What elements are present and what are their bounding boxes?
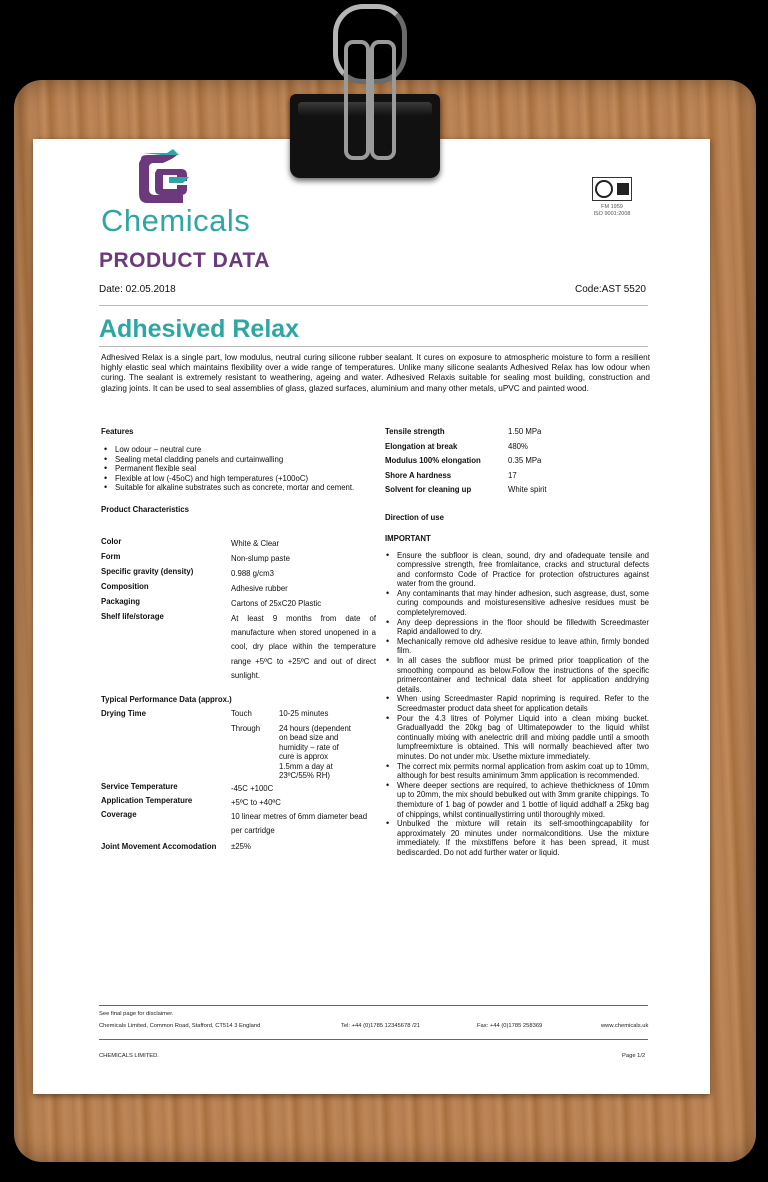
coverage-value: 10 linear metres of 6mm diameter bead per cartridge [231,812,368,836]
char-label: Form [101,552,121,561]
company-name: CHEMICALS LIMITED. [99,1053,159,1059]
list-item: • Sealing metal cladding panels and curtainwalling [115,455,376,465]
divider [99,305,648,306]
page-number: Page 1/2 [622,1053,646,1059]
performance-section [101,695,376,856]
spec-value: 480% [508,441,528,451]
product-name: Adhesived Relax [99,315,300,343]
certification-badge [584,177,640,218]
spec-label: Modulus 100% elongation [385,456,481,465]
char-label: Packaging [101,597,140,606]
service-label: Service Temperature [101,782,178,792]
service-value: -45C +100C [231,784,274,794]
list-item: • In all cases the subfloor must be primed prior toapplication of the smoothing compound as below.Follow the instructions of the specific primercontainer and technical data sheet for application anddrying details. [397,656,649,694]
cert-iso: ISO 9001:2008 [593,211,631,217]
spec-value: White spirit [508,485,547,494]
through-value: 24 hours (dependent on bead size and humidity – rate of cure is approx 1.5mm a day at 23ºC/55% RH) [279,724,351,781]
list-item: • Unbulked the mixture will retain its self-smoothingcapability for approximately 20 minutes under normalconditions. Use the mixture immediately. If the mixstiffens before it has been spread, it must bediscarded. Do not add further water or liquid. [397,819,649,857]
char-value: 0.988 g/cm3 [231,569,274,578]
features-heading: Features [101,427,134,436]
company-address: Chemicals Limited, Common Road, Stafford, CT514 3 England [99,1023,261,1029]
touch-label: Touch [231,709,252,718]
list-item: • Where deeper sections are required, to achieve thethickness of 10mm up to 20mm, the mix should bebulked out with 3mm granite chippings. To themixture of 1 bag of powder and 1 bottle of liquid addhalf a 25kg bag of chippings, whilst continuallystirring until thoroughly mixed. [397,781,649,819]
list-item: • Low odour – neutral cure [115,445,376,455]
drying-label: Drying Time [101,709,146,718]
footer-divider [99,1005,648,1006]
spec-label: Solvent for cleaning up [385,485,472,494]
char-label: Specific gravity (density) [101,567,194,576]
direction-list [385,551,649,858]
spec-label: Elongation at break [385,441,458,451]
spec-value: 0.35 MPa [508,456,542,465]
char-value: At least 9 months from date of manufacture when stored unopened in a cool, dry place within the temperature range +5ºC to +25ºC and out of direct sunlight. [231,614,376,680]
list-item: • Any contaminants that may hinder adhesion, such asgrease, dust, some curing compounds and moisturesensitive adhesive residues must be completelyremoved. [397,589,649,618]
characteristics-heading: Product Characteristics [101,504,189,514]
fax-number: Fax: +44 (0)1785 258369 [477,1023,543,1029]
divider [99,346,648,347]
list-item: • Pour the 4.3 litres of Polymer Liquid into a clean mixing bucket. Graduallyadd the 20kg bag of Ultimatepowder to the liquid whilst continually mixing with anelectric drill and mixing paddle until a smooth lumpfreemixture is obtained. This will normally beachieved after two minutes. Do not under mix. Usethe mixture immediately. [397,714,649,762]
spec-label: Shore A hardness [385,470,452,480]
disclaimer-note: See final page for disclaimer. [99,1011,174,1017]
product-intro: Adhesived Relax is a single part, low modulus, neutral curing silicone rubber sealant. It cures on exposure to atmospheric moisture to form a resilient highly elastic seal which maintains flexibility over a wide range of temperatures. Unlike many silicone sealants Adhesived Relax has low odour when curing. The sealant is extremely resistant to weathering, ageing and water. Adhesived Relaxis suitable for sealing most building, construction and glazing joints. It can be used to seal assemblies of glass, glazed surfaces, aluminium and many other metals, uPVC and painted wood. [101,353,650,393]
document-title: PRODUCT DATA [99,249,270,272]
product-code: Code:AST 5520 [575,284,646,295]
list-item: • Permanent flexible seal [115,464,376,474]
phone-number: Tel: +44 (0)1785 12345678 /21 [341,1023,421,1029]
kitemark-icon [617,183,629,195]
joint-value: ±25% [231,842,251,852]
features-list [101,445,376,493]
spec-value: 17 [508,470,517,480]
clip-wire-left [344,40,370,160]
website-link[interactable]: www.chemicals.uk [601,1023,649,1029]
application-value: +5ºC to +40ºC [231,798,281,808]
char-label: Color [101,537,122,546]
direction-heading: Direction of use [385,512,444,522]
features-section [101,427,376,514]
coverage-label: Coverage [101,810,137,820]
footer-divider [99,1039,648,1040]
list-item: • Flexible at low (-45oC) and high temperatures (+100oC) [115,474,376,484]
spec-label: Tensile strength [385,427,445,436]
cert-fm: FM 1959 [601,204,623,210]
list-item: • The correct mix permits normal application from askim coat up to 10mm, although for best results aminimum 3mm application is recommended. [397,762,649,781]
important-heading: IMPORTANT [385,533,431,543]
list-item: • Any deep depressions in the floor should be filledwith Screedmaster Rapid andallowed to dry. [397,618,649,637]
bsi-icon [595,180,613,198]
application-label: Application Temperature [101,796,193,806]
list-item: • Ensure the subfloor is clean, sound, dry and ofadequate tensile and compressive strength, free fromlaitance, cracks and structural defects and conformsto Code of Practice for protection ofstructures against water from the ground. [397,551,649,589]
touch-value: 10-25 minutes [279,709,329,718]
list-item: • Suitable for alkaline substrates such as concrete, mortar and cement. [115,483,376,493]
char-label: Composition [101,582,149,591]
list-item: • Mechanically remove old adhesive residue to leave athin, firmly bonded film. [397,637,649,656]
list-item: • When using Screedmaster Rapid nopriming is required. Refer to the Screedmaster product data sheet for application details [397,694,649,713]
chemicals-logo-icon [133,147,197,205]
performance-heading: Typical Performance Data (approx.) [101,695,232,704]
product-data-sheet [33,139,710,1094]
through-label: Through [231,724,261,733]
spec-value: 1.50 MPa [508,427,542,436]
characteristics-table [101,537,376,687]
char-value: Cartons of 25xC20 Plastic [231,599,322,608]
specs-table [385,427,655,858]
char-value: Adhesive rubber [231,584,288,593]
char-value: Non-slump paste [231,554,290,563]
brand-name: Chemicals [101,203,251,238]
char-label: Shelf life/storage [101,612,164,621]
document-date: Date: 02.05.2018 [99,284,176,295]
joint-label: Joint Movement Accomodation [101,842,217,852]
char-value: White & Clear [231,539,280,548]
clip-wire-right [370,40,396,160]
